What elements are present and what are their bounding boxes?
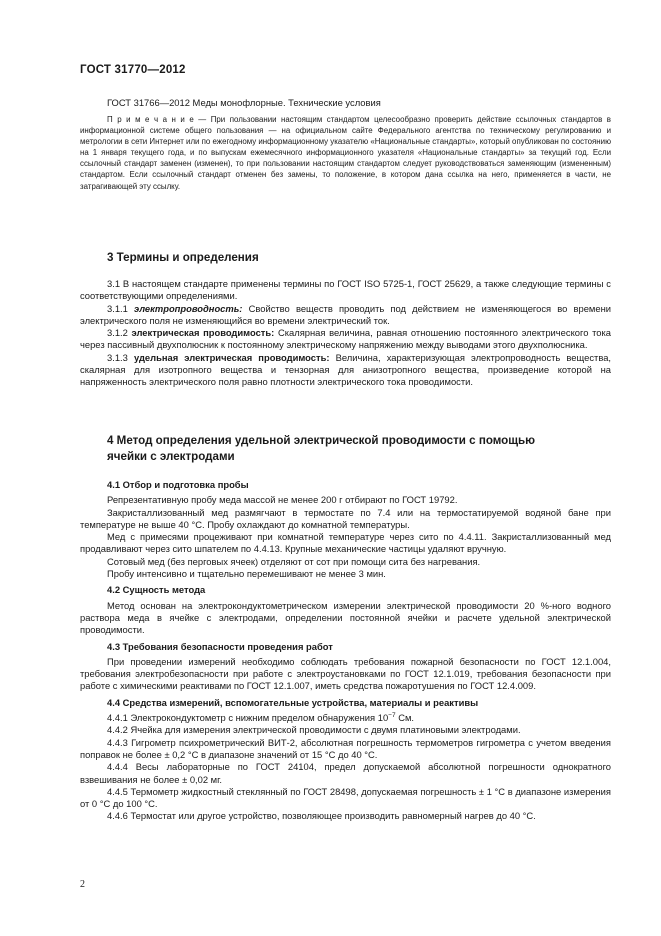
section-3-title: 3 Термины и определения <box>107 251 259 264</box>
reference-block <box>80 97 611 109</box>
para-4-4-1-pre: 4.4.1 Электрокондуктометр с нижним пределом обнаружения 10 <box>107 712 389 724</box>
para-4-4-4: 4.4.4 Весы лабораторные по ГОСТ 24104, предел допускаемой абсолютной погрешности однократного взвешивания не более ± 0,02 мг. <box>80 761 611 785</box>
para-4-3: При проведении измерений необходимо соблюдать требования пожарной безопасности по ГОСТ 12.1.004, требования электробезопасности при работе с электроустановками по ГОСТ 12.1.019, требования безопасности при работе с химическими реактивами по ГОСТ 12.1.007, иметь средства пожаротушения по ГОСТ 12.4.009. <box>80 655 611 692</box>
note-block <box>80 114 611 192</box>
para-3-1-1 <box>80 303 611 328</box>
term-electroconductivity: электропроводность: <box>134 302 243 314</box>
subsection-4-1: 4.1 Отбор и подготовка пробы <box>107 479 249 490</box>
para-3-1-2-num: 3.1.2 <box>107 327 128 339</box>
para-4-4-1-exponent: −7 <box>388 711 396 719</box>
para-3-1: 3.1 В настоящем стандарте применены термины по ГОСТ ISO 5725-1, ГОСТ 25629, а также следующие термины с соответствующими определениями. <box>80 278 611 302</box>
page-header: ГОСТ 31770—2012 <box>80 64 186 76</box>
section-4 <box>80 433 611 465</box>
para-3-1-1-text: Свойство веществ проводить под действием не изменяющегося во времени электрического поля не изменяющийся во времени электрический ток. <box>80 302 612 326</box>
section-3-body <box>80 278 611 389</box>
para-4-1-c: Мед с примесями процеживают при комнатной температуре через сито по 4.4.11. Закристаллизованный мед продавливают через сито шпателем по 4.4.13. Крупные механические частицы удаляют вручную. <box>80 531 611 555</box>
para-4-4-5: 4.4.5 Термометр жидкостный стеклянный по ГОСТ 28498, допускаемая погрешность ± 1 °С в диапазоне измерения от 0 °С до 100 °С. <box>80 785 611 810</box>
section-4-title: 4 Метод определения удельной электрической проводимости с помощью ячейки с электродами <box>107 434 536 463</box>
para-4-4-3: 4.4.3 Гигрометр психрометрический ВИТ-2, абсолютная погрешность термометров гигрометра с учетом введения поправок не более ± 0,2 °С в диапазоне значений от 15 °С до 40 °С. <box>80 736 611 760</box>
para-4-1-d: Сотовый мед (без перговых ячеек) отделяют от сот при помощи сита без нагревания. <box>107 555 481 567</box>
subsection-4-2: 4.2 Сущность метода <box>107 584 206 596</box>
term-specific-conductance: удельная электрическая проводимость: <box>133 351 330 363</box>
para-3-1-1-num: 3.1.1 <box>107 302 128 314</box>
para-4-2: Метод основан на электрокондуктометрическом измерении электрической проводимости 20 %-ного водного раствора меда в ячейке с электродами, определении постоянной ячейки и расчете удельной электрической проводимости. <box>80 599 611 636</box>
para-3-1-2 <box>80 327 611 352</box>
para-4-4-1 <box>80 712 611 724</box>
page-number: 2 <box>80 879 85 890</box>
note-paragraph: П р и м е ч а н и е — При пользовании настоящим стандартом целесообразно проверить действие ссылочных стандартов в информационной системе общего пользования — на официальном сайте Федерального агентства по техническому регулированию и метрологии в сети Интернет или по ежегодному информационному указателю «Национальные стандарты», который опубликован по состоянию на 1 января текущего года, и по выпускам ежемесячного информационного указателя «Национальные стандарты» за текущий год. Если ссылочный стандарт заменен (изменен), то при пользовании настоящим стандартом следует руководствоваться заменяющим (измененным) стандартом. Если ссылочный стандарт отменен без замены, то положение, в котором дана ссылка на него, применяется в части, не затрагивающей эту ссылку. <box>80 115 611 191</box>
subsection-4-3: 4.3 Требования безопасности проведения работ <box>107 640 333 652</box>
para-4-1-b: Закристаллизованный мед размягчают в термостате по 7.4 или на термостатируемой водяной бане при температуре не выше 40 °С. Пробу охлаждают до комнатной температуры. <box>80 506 611 530</box>
para-4-1-a: Репрезентативную пробу меда массой не менее 200 г отбирают по ГОСТ 19792. <box>107 494 458 506</box>
para-4-4-1-post: См. <box>395 712 415 724</box>
term-conductance: электрическая проводимость: <box>131 327 275 339</box>
para-3-1-3 <box>80 352 611 389</box>
para-4-4-2: 4.4.2 Ячейка для измерения электрической проводимости с двумя платиновыми электродами. <box>107 724 521 736</box>
reference-line: ГОСТ 31766—2012 Меды монофлорные. Технические условия <box>107 97 381 108</box>
para-3-1-2-text: Скалярная величина, равная отношению постоянного электрического тока через пассивный двухполюсник к постоянному электрическому напряжению между выводами этого двухполюсника. <box>80 327 612 351</box>
subsection-4-4: 4.4 Средства измерений, вспомогательные устройства, материалы и реактивы <box>107 696 479 708</box>
para-3-1-3-num: 3.1.3 <box>107 351 128 363</box>
section-4-body <box>80 479 611 823</box>
section-3 <box>80 250 611 266</box>
para-3-1-3-text: Величина, характеризующая электропроводность вещества, скалярная для изотропного вещества и тензорная для анизотропного вещества, произведение которой на напряженность электрического поля равно плотности электрического тока проводимости. <box>80 351 612 388</box>
para-4-1-e: Пробу интенсивно и тщательно перемешивают не менее 3 мин. <box>107 568 386 580</box>
para-4-4-6: 4.4.6 Термостат или другое устройство, позволяющее производить равномерный нагрев до 40 °С. <box>107 810 536 822</box>
